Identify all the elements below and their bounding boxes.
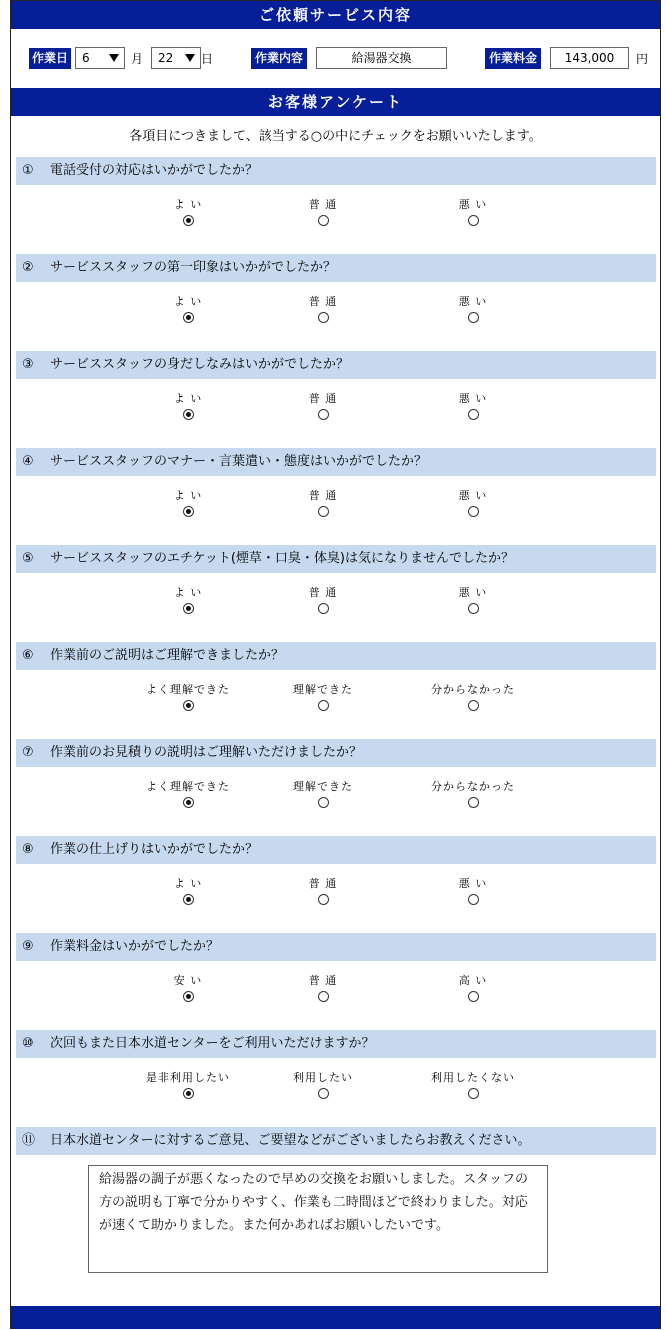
radio-unchecked[interactable] [318, 409, 329, 420]
radio-unchecked[interactable] [318, 991, 329, 1002]
option-label: 理解できた [293, 683, 353, 696]
option-label: 悪 い [458, 586, 488, 599]
radio-unchecked[interactable] [318, 506, 329, 517]
radio-unchecked[interactable] [468, 991, 479, 1002]
question-header [16, 545, 656, 573]
option-label: よ い [173, 877, 203, 890]
question-header [16, 836, 656, 864]
radio-unchecked[interactable] [318, 797, 329, 808]
radio-checked[interactable] [183, 700, 194, 711]
option-label: 悪 い [458, 198, 488, 211]
answer-option[interactable] [418, 974, 528, 1002]
question-number: ① [22, 163, 34, 178]
question-number: ⑤ [22, 551, 34, 566]
answer-option[interactable] [133, 780, 243, 808]
radio-checked[interactable] [183, 312, 194, 323]
option-label: 普 通 [308, 489, 338, 502]
radio-unchecked[interactable] [318, 215, 329, 226]
answer-option[interactable] [133, 489, 243, 517]
radio-unchecked[interactable] [468, 409, 479, 420]
radio-unchecked[interactable] [468, 506, 479, 517]
radio-unchecked[interactable] [468, 215, 479, 226]
fee-unit: 円 [636, 52, 649, 66]
question-text: サービススタッフの身だしなみはいかがでしたか？ [50, 357, 350, 372]
option-label: 普 通 [308, 198, 338, 211]
chevron-down-icon [185, 54, 195, 62]
question-header [16, 642, 656, 670]
question-text: 日本水道センターに対するご意見、ご要望などがございましたらお教えください。 [50, 1133, 531, 1148]
radio-unchecked[interactable] [318, 700, 329, 711]
answer-option[interactable] [268, 198, 378, 226]
work-fee-label: 作業料金 [485, 48, 541, 69]
answer-option[interactable] [133, 295, 243, 323]
day-unit: 日 [201, 52, 214, 66]
option-label: よ い [173, 586, 203, 599]
survey-instruction: 各項目につきまして、該当する○の中にチェックをお願いいたします。 [129, 129, 542, 144]
radio-checked[interactable] [183, 215, 194, 226]
survey-form [10, 0, 661, 1329]
month-value: 6 [82, 51, 90, 65]
answer-option[interactable] [268, 877, 378, 905]
option-label: 普 通 [308, 586, 338, 599]
option-label: 悪 い [458, 392, 488, 405]
answer-option[interactable] [133, 974, 243, 1002]
option-label: 悪 い [458, 295, 488, 308]
question-header [16, 254, 656, 282]
radio-unchecked[interactable] [468, 797, 479, 808]
answer-option[interactable] [418, 1071, 528, 1099]
answer-option[interactable] [268, 974, 378, 1002]
radio-unchecked[interactable] [468, 1088, 479, 1099]
option-label: 利用したい [293, 1071, 353, 1084]
month-select[interactable] [75, 47, 125, 69]
service-section-title: ご依頼サービス内容 [11, 1, 660, 29]
work-date-label: 作業日 [29, 48, 71, 69]
answer-option[interactable] [133, 392, 243, 420]
answer-option[interactable] [133, 877, 243, 905]
question-header [16, 1127, 656, 1155]
radio-unchecked[interactable] [468, 312, 479, 323]
option-label: 利用したくない [431, 1071, 515, 1084]
answer-option[interactable] [268, 780, 378, 808]
question-text: サービススタッフのエチケット(煙草・口臭・体臭)は気になりませんでしたか？ [50, 551, 514, 566]
option-label: 悪 い [458, 489, 488, 502]
option-label: 是非利用したい [146, 1071, 230, 1084]
answer-option[interactable] [133, 683, 243, 711]
answer-option[interactable] [418, 586, 528, 614]
option-label: 分からなかった [431, 683, 515, 696]
option-label: 普 通 [308, 392, 338, 405]
question-number: ⑥ [22, 648, 34, 663]
question-header [16, 933, 656, 961]
option-label: 普 通 [308, 877, 338, 890]
question-number: ③ [22, 357, 34, 372]
answer-option[interactable] [268, 683, 378, 711]
question-header [16, 351, 656, 379]
option-label: よく理解できた [146, 780, 230, 793]
answer-option[interactable] [418, 198, 528, 226]
day-value: 22 [158, 51, 174, 65]
option-label: 悪 い [458, 877, 488, 890]
comment-textarea[interactable]: 給湯器の調子が悪くなったので早めの交換をお願いしました。スタッフの方の説明も丁寧で分かりやすく、作業も二時間ほどで終わりました。対応が速くて助かりました。また何かあればお願いしたいです。 [88, 1165, 548, 1273]
radio-checked[interactable] [183, 603, 194, 614]
option-label: よ い [173, 295, 203, 308]
survey-section-title: お客様アンケート [11, 88, 660, 116]
radio-unchecked[interactable] [318, 603, 329, 614]
question-text: 作業の仕上げりはいかがでしたか？ [50, 842, 259, 857]
answer-option[interactable] [268, 489, 378, 517]
radio-unchecked[interactable] [318, 894, 329, 905]
radio-checked[interactable] [183, 1088, 194, 1099]
radio-checked[interactable] [183, 991, 194, 1002]
radio-unchecked[interactable] [318, 1088, 329, 1099]
answer-option[interactable] [418, 877, 528, 905]
question-number: ⑧ [22, 842, 34, 857]
option-label: よ い [173, 392, 203, 405]
answer-option[interactable] [268, 392, 378, 420]
option-label: 理解できた [293, 780, 353, 793]
radio-unchecked[interactable] [468, 700, 479, 711]
answer-option[interactable] [133, 586, 243, 614]
month-unit: 月 [131, 52, 144, 66]
option-label: 分からなかった [431, 780, 515, 793]
radio-checked[interactable] [183, 894, 194, 905]
question-text: 作業前のご説明はご理解できましたか？ [50, 648, 285, 663]
option-label: よく理解できた [146, 683, 230, 696]
footer-bar [11, 1306, 660, 1329]
work-content-field[interactable]: 給湯器交換 [316, 47, 447, 69]
question-text: 次回もまた日本水道センターをご利用いただけますか？ [50, 1036, 375, 1051]
option-label: 高 い [458, 974, 488, 987]
question-number: ⑦ [22, 745, 34, 760]
answer-option[interactable] [418, 683, 528, 711]
option-label: 普 通 [308, 974, 338, 987]
answer-option[interactable] [268, 1071, 378, 1099]
radio-checked[interactable] [183, 797, 194, 808]
answer-option[interactable] [418, 392, 528, 420]
answer-option[interactable] [268, 586, 378, 614]
question-text: 電話受付の対応はいかがでしたか？ [50, 163, 259, 178]
radio-unchecked[interactable] [468, 603, 479, 614]
question-number: ② [22, 260, 34, 275]
answer-option[interactable] [418, 489, 528, 517]
question-text: サービススタッフの第一印象はいかがでしたか？ [50, 260, 337, 275]
question-number: ⑩ [22, 1036, 34, 1051]
question-text: 作業料金はいかがでしたか？ [50, 939, 220, 954]
question-text: 作業前のお見積りの説明はご理解いただけましたか？ [50, 745, 363, 760]
radio-checked[interactable] [183, 506, 194, 517]
question-number: ④ [22, 454, 34, 469]
option-label: 安 い [173, 974, 203, 987]
option-label: よ い [173, 489, 203, 502]
answer-option[interactable] [418, 295, 528, 323]
question-number: ⑪ [22, 1133, 36, 1148]
chevron-down-icon [109, 54, 119, 62]
radio-unchecked[interactable] [468, 894, 479, 905]
radio-unchecked[interactable] [318, 312, 329, 323]
answer-option[interactable] [268, 295, 378, 323]
question-header [16, 448, 656, 476]
answer-option[interactable] [418, 780, 528, 808]
question-header [16, 157, 656, 185]
question-number: ⑨ [22, 939, 34, 954]
work-content-label: 作業内容 [251, 48, 307, 69]
question-header [16, 739, 656, 767]
answer-option[interactable] [133, 1071, 243, 1099]
work-fee-field[interactable]: 143,000 [550, 47, 629, 69]
day-select[interactable] [151, 47, 201, 69]
radio-checked[interactable] [183, 409, 194, 420]
service-details-row [11, 47, 660, 71]
question-header [16, 1030, 656, 1058]
answer-option[interactable] [133, 198, 243, 226]
option-label: よ い [173, 198, 203, 211]
option-label: 普 通 [308, 295, 338, 308]
question-text: サービススタッフのマナー・言葉遣い・態度はいかがでしたか？ [50, 454, 428, 469]
